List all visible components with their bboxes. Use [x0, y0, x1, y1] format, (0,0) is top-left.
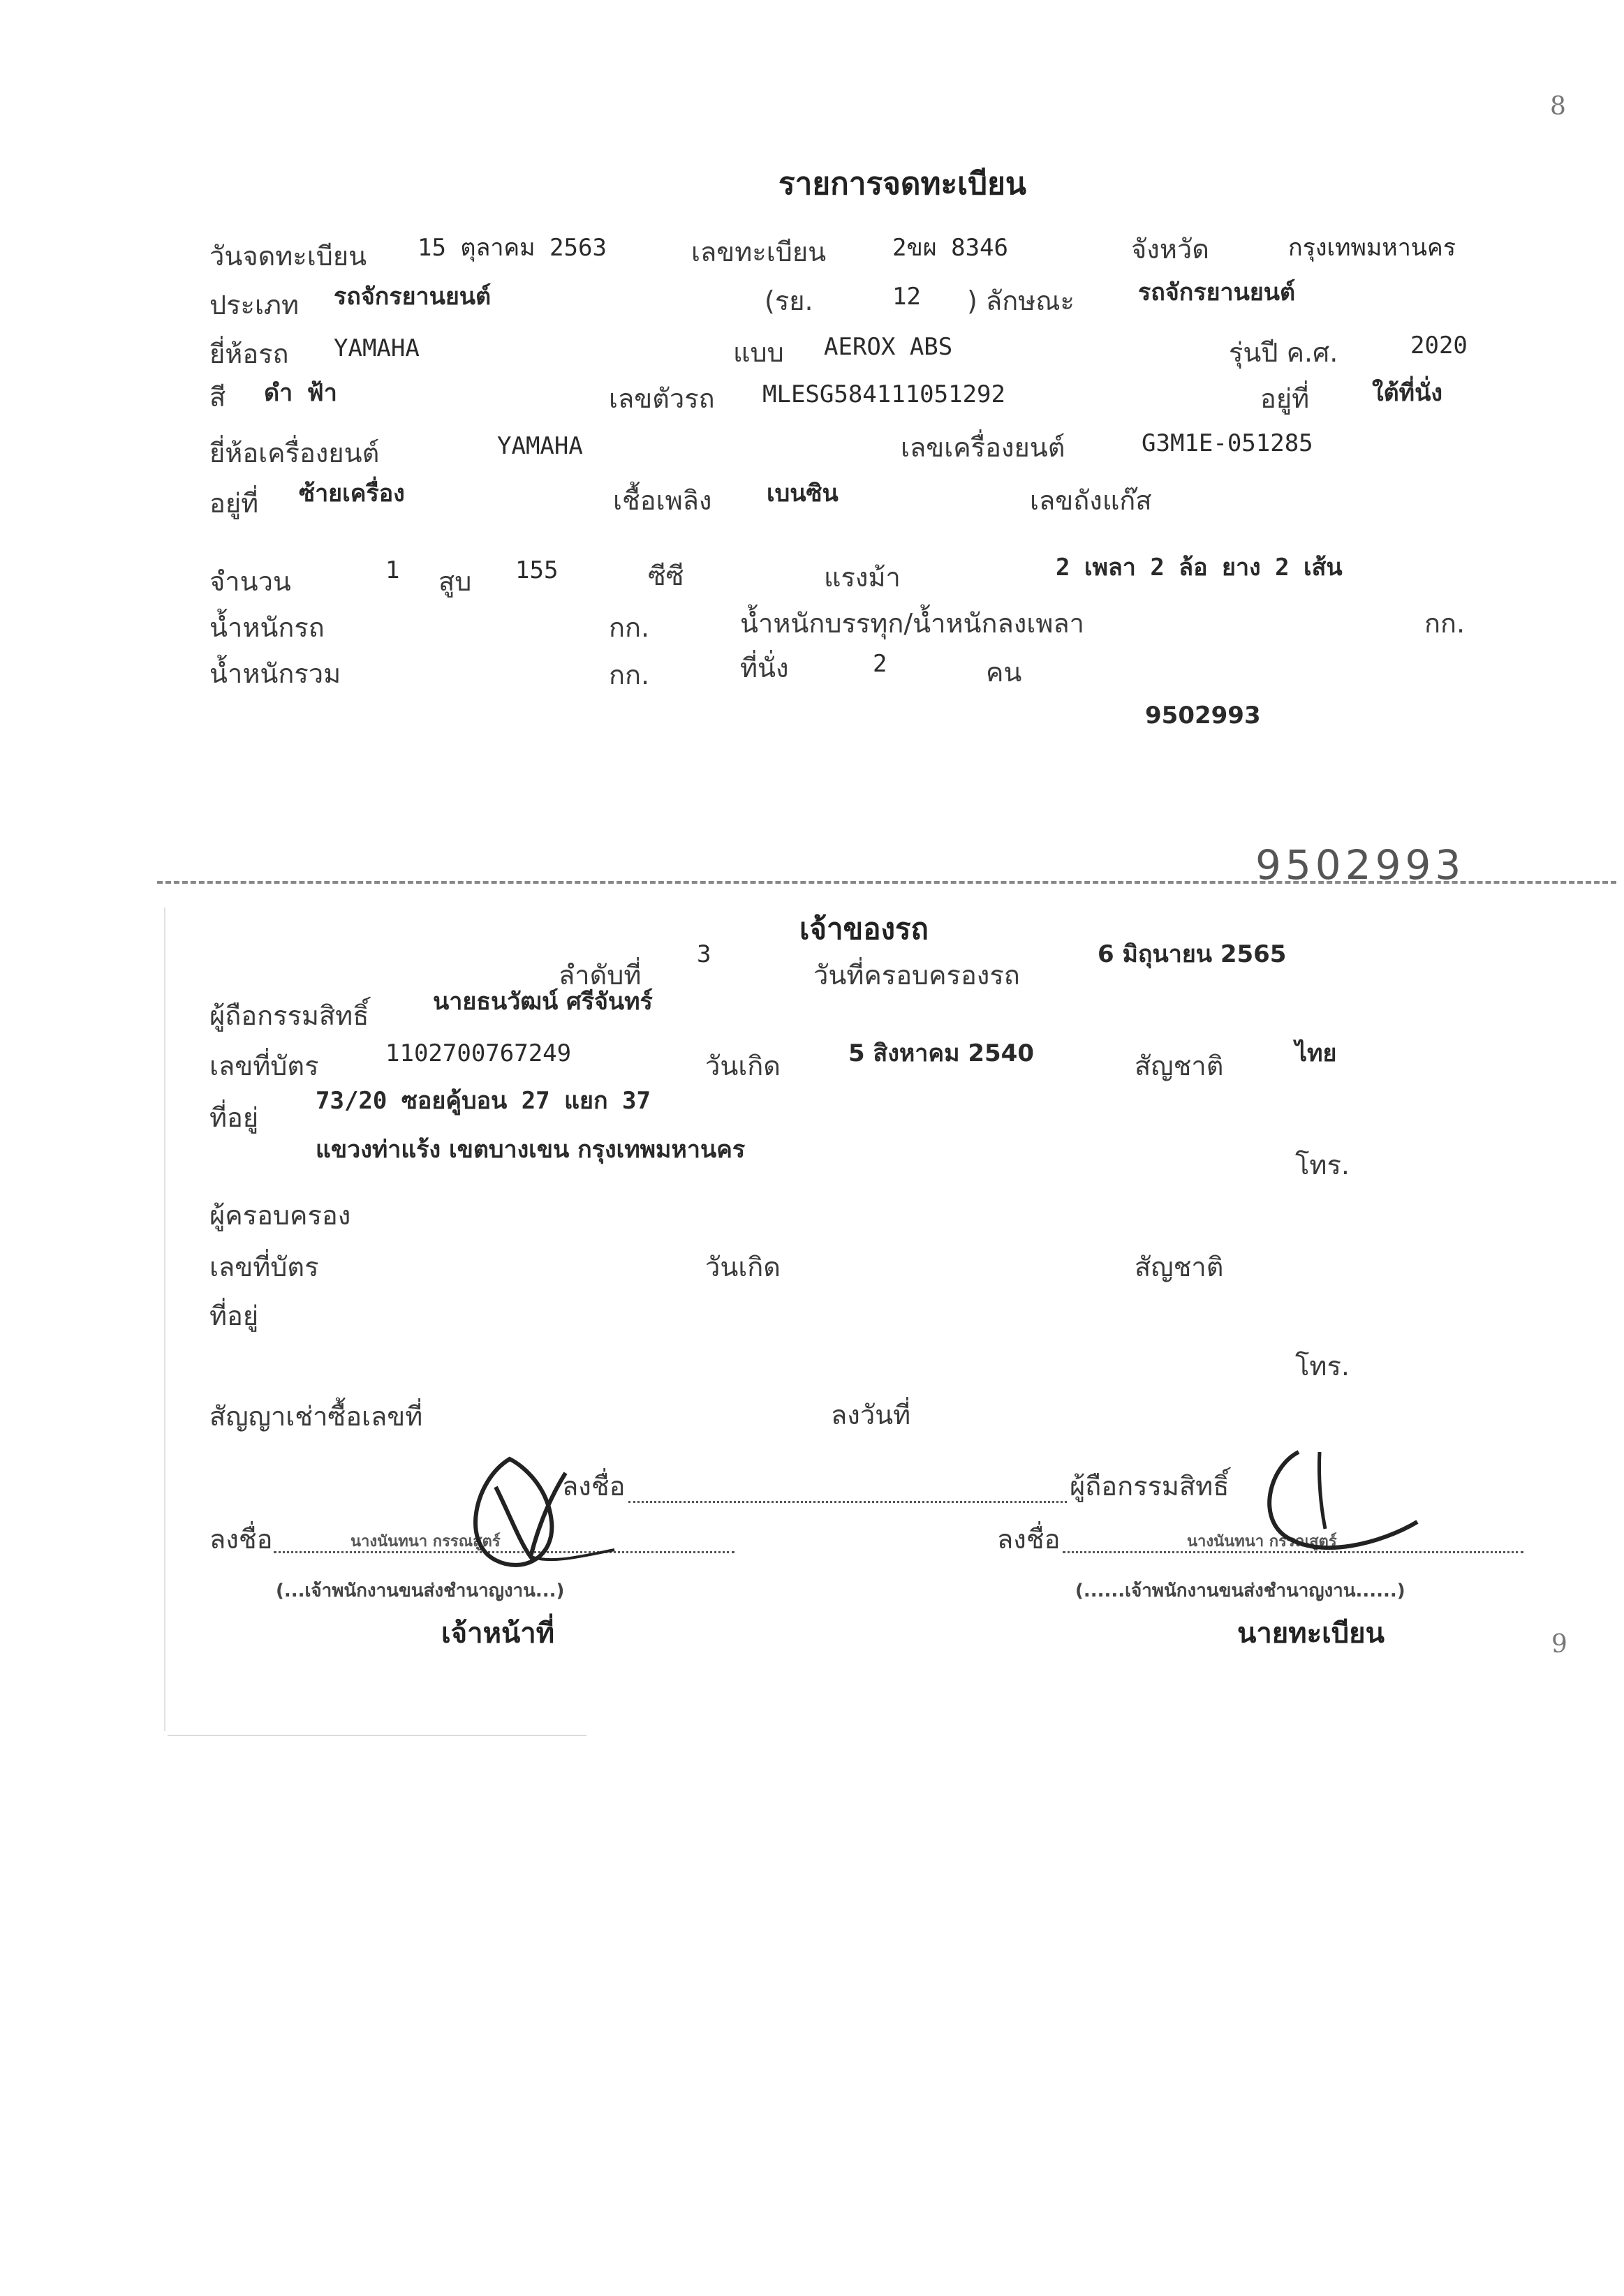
engine-brand-label: ยี่ห้อเครื่องยนต์ — [209, 438, 380, 468]
engine-location-label: อยู่ที่ — [209, 488, 259, 519]
possessor-nationality-label: สัญชาติ — [1135, 1252, 1224, 1282]
engine-brand-value: YAMAHA — [497, 432, 583, 460]
right-signature-icon — [1243, 1438, 1452, 1564]
left-sign-label: ลงชื่อ — [209, 1524, 273, 1555]
left-stamp-name: นางนันทนา กรรณสูตร์ — [350, 1533, 501, 1550]
possessor-label: ผู้ครอบครอง — [209, 1200, 351, 1231]
right-sign-label: ลงชื่อ — [997, 1524, 1061, 1555]
possessor-id-label: เลขที่บัตร — [209, 1252, 319, 1282]
year-value: 2020 — [1410, 332, 1468, 360]
horsepower-label: แรงม้า — [824, 562, 901, 593]
owner-heading: เจ้าของรถ — [799, 912, 929, 946]
owner-nationality-label: สัญชาติ — [1135, 1051, 1224, 1081]
possession-date-label: วันที่ครอบครองรถ — [813, 960, 1020, 991]
model-label: แบบ — [733, 337, 784, 368]
seats-value: 2 — [873, 650, 887, 678]
count-value: 1 — [385, 556, 400, 584]
count-label: จำนวน — [209, 566, 291, 597]
plate-label: เลขทะเบียน — [691, 237, 827, 267]
owner-sign-label: ลงชื่อ — [562, 1471, 626, 1502]
class-label-close: ) ลักษณะ — [967, 286, 1075, 316]
page-number-bottom: 9 — [1551, 1630, 1567, 1659]
brand-value: YAMAHA — [334, 334, 420, 362]
owner-id-value: 1102700767249 — [385, 1039, 572, 1067]
province-label: จังหวัด — [1131, 234, 1209, 265]
hire-purchase-label: สัญญาเช่าซื้อเลขที่ — [209, 1401, 423, 1432]
page-bottom-edge — [168, 1735, 586, 1736]
engine-location-value: ซ้ายเครื่อง — [299, 480, 405, 508]
plate-value: 2ขผ 8346 — [892, 234, 1008, 262]
axle-value: 2 เพลา 2 ล้อ ยาง 2 เส้น — [1056, 554, 1343, 582]
model-value: AEROX ABS — [824, 333, 953, 361]
owner-address-label: ที่อยู่ — [209, 1102, 259, 1133]
color-label: สี — [209, 382, 226, 413]
reg-date-label: วันจดทะเบียน — [209, 241, 367, 272]
gas-tank-label: เลขถังแก๊ส — [1030, 485, 1152, 516]
owner-address-line1: 73/20 ซอยคู้บอน 27 แยก 37 — [316, 1087, 651, 1115]
right-role: นายทะเบียน — [1237, 1617, 1385, 1650]
owner-id-label: เลขที่บัตร — [209, 1051, 319, 1081]
page-number-top: 8 — [1550, 92, 1566, 121]
brand-label: ยี่ห้อรถ — [209, 339, 289, 369]
right-stamp-name: นางนันทนา กรรณสูตร์ — [1187, 1533, 1337, 1550]
page-left-edge — [164, 908, 165, 1731]
left-signature-icon — [433, 1438, 670, 1592]
sequence-label: ลำดับที่ — [559, 960, 642, 991]
left-role: เจ้าหน้าที่ — [441, 1617, 555, 1650]
owner-sign-role: ผู้ถือกรรมสิทธิ์ — [1070, 1471, 1230, 1502]
owner-nationality-value: ไทย — [1295, 1039, 1337, 1067]
owner-address-line2: แขวงท่าแร้ง เขตบางเขน กรุงเทพมหานคร — [316, 1136, 746, 1164]
perforation-line — [157, 881, 1616, 884]
fuel-value: เบนซิน — [767, 480, 839, 508]
kg-unit-1: กก. — [609, 612, 650, 643]
owner-sign-line — [628, 1501, 1067, 1503]
contract-date-label: ลงวันที่ — [831, 1400, 911, 1430]
type-label: ประเภท — [209, 290, 300, 320]
right-stamp-title: (......เจ้าพนักงานขนส่งชำนาญงาน......) — [1075, 1580, 1405, 1601]
vehicle-weight-label: น้ำหนักรถ — [209, 612, 325, 643]
left-stamp-title: (...เจ้าพนักงานขนส่งชำนาญงาน...) — [276, 1580, 565, 1601]
province-value: กรุงเทพมหานคร — [1288, 234, 1456, 262]
engine-number-value: G3M1E-051285 — [1142, 429, 1313, 457]
reg-date-value: 15 ตุลาคม 2563 — [418, 234, 607, 262]
load-weight-label: น้ำหนักบรรทุก/น้ำหนักลงเพลา — [740, 608, 1084, 639]
type-value: รถจักรยานยนต์ — [334, 283, 492, 311]
document-title: รายการจดทะเบียน — [778, 166, 1026, 202]
class-value: 12 — [892, 283, 921, 311]
chassis-location-value: ใต้ที่นั่ง — [1372, 379, 1442, 407]
document-number: 9502993 — [1145, 702, 1261, 729]
possessor-address-label: ที่อยู่ — [209, 1301, 259, 1331]
chassis-label: เลขตัวรถ — [609, 383, 715, 414]
kg-unit-3: กก. — [609, 660, 650, 690]
cylinder-label: สูบ — [438, 566, 472, 597]
persons-label: คน — [986, 657, 1022, 688]
owner-dob-label: วันเกิด — [705, 1051, 781, 1081]
year-label: รุ่นปี ค.ศ. — [1229, 337, 1338, 368]
engine-number-label: เลขเครื่องยนต์ — [901, 432, 1065, 463]
owner-name: นายธนวัฒน์ ศรีจันทร์ — [433, 988, 653, 1016]
owner-label: ผู้ถือกรรมสิทธิ์ — [209, 1000, 369, 1031]
chassis-location-label: อยู่ที่ — [1260, 383, 1310, 414]
total-weight-label: น้ำหนักรวม — [209, 658, 341, 689]
chassis-value: MLESG584111051292 — [762, 380, 1005, 408]
possession-date-value: 6 มิถุนายน 2565 — [1098, 940, 1287, 968]
kg-unit-2: กก. — [1424, 608, 1466, 639]
fuel-label: เชื้อเพลิง — [613, 485, 712, 516]
owner-dob-value: 5 สิงหาคม 2540 — [848, 1039, 1034, 1067]
class-label-open: (รย. — [765, 286, 813, 316]
color-value: ดำ ฟ้า — [264, 379, 337, 407]
seats-label: ที่นั่ง — [740, 653, 789, 683]
cc-label: ซีซี — [648, 561, 684, 591]
sequence-value: 3 — [697, 940, 711, 968]
owner-phone-label: โทร. — [1295, 1150, 1350, 1180]
body-value: รถจักรยานยนต์ — [1138, 279, 1296, 306]
cc-value: 155 — [515, 556, 559, 584]
possessor-dob-label: วันเกิด — [705, 1252, 781, 1282]
document-number-overprint: 9502993 — [1255, 841, 1466, 889]
possessor-phone-label: โทร. — [1295, 1351, 1350, 1382]
